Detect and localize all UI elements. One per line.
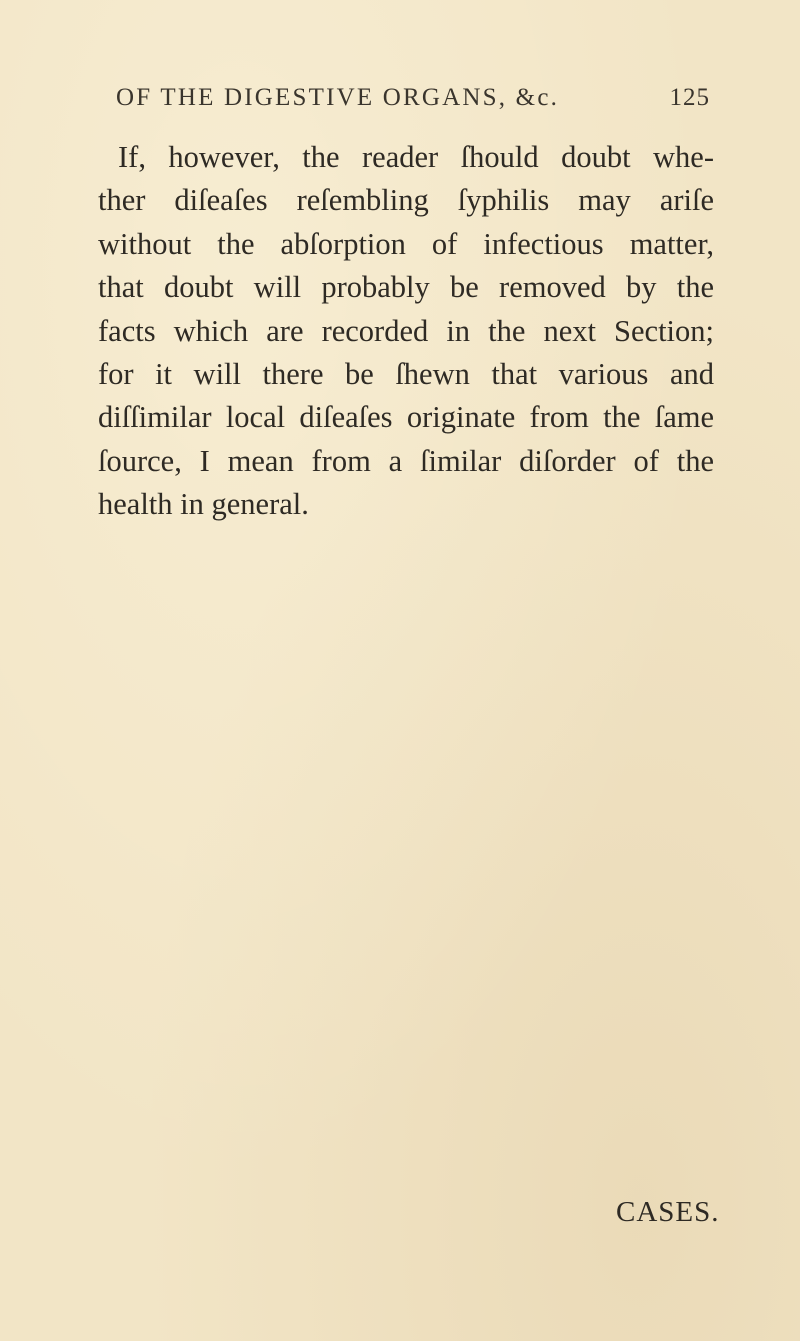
body-paragraph [98,136,714,527]
text-line: If, however, the reader ſhould doubt whe- [118,140,714,174]
text-line: that doubt will probably be removed by the [98,270,714,305]
text-line: ſource, I mean from a ſimilar diſorder of the [98,443,714,478]
running-head-title: OF THE DIGESTIVE ORGANS, &c. [116,84,560,111]
text-line: ther diſeaſes reſembling ſyphilis may ariſe [98,183,714,218]
running-head [116,84,710,124]
text-line: diſſimilar local diſeaſes originate from the ſame [98,400,714,435]
page-number: 125 [669,84,710,111]
text-line: health in general. [98,487,309,522]
text-line: for it will there be ſhewn that various and [98,356,714,391]
catchword: CASES. [616,1196,720,1228]
text-line: facts which are recorded in the next Section; [98,313,714,348]
text-line: without the abſorption of infectious matter, [98,226,714,261]
